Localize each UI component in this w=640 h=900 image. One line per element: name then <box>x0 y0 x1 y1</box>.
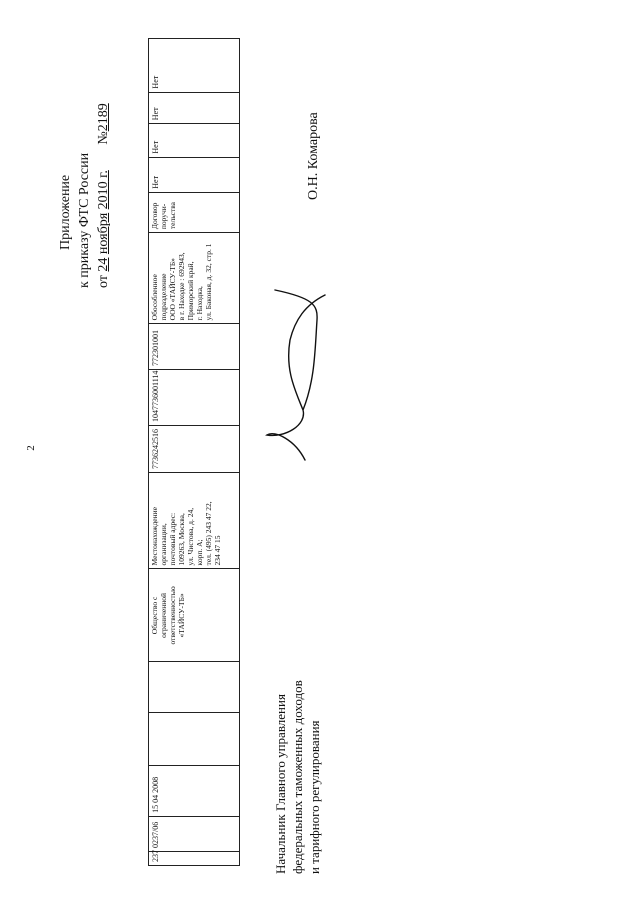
cell-ogrn: 1047736001114 <box>149 369 239 425</box>
handwritten-signature <box>255 270 335 470</box>
appendix-number: 2189 <box>96 103 111 132</box>
cell-date: 15 04 2008 <box>149 765 239 816</box>
cell-reg-number: 0237/06 <box>149 816 239 851</box>
cell-kpp: 772301001 <box>149 323 239 369</box>
appendix-title: Приложение <box>58 174 73 250</box>
cell-address: Местонахождение организации, почтовый адрес: 109263, Москва, ул. Чистова, д. 24, корп. А; тел. (495) 243 47 22, 234 47 15 <box>149 472 239 568</box>
signatory-name: О.Н. Комарова <box>306 112 321 200</box>
cell-subdivision: Обособленное подразделение ООО «ТАЙСУ-ТБ» в г. Находке : 692943, Приморский край, г. Находка, ул. Баконая, д. 32, стр. 1 <box>149 232 239 323</box>
cell-index: 237 <box>149 851 239 865</box>
cell-empty-1 <box>149 712 239 765</box>
appendix-date-month: ноября <box>96 212 111 255</box>
page-number: 2 <box>24 445 37 451</box>
cell-empty-2 <box>149 661 239 712</box>
registry-table <box>148 38 240 866</box>
signatory-title: Начальник Главного управления федеральных таможенных доходов и тарифного регулирования <box>273 680 322 874</box>
cell-guarantee: Договор поручи- тельства <box>149 192 239 232</box>
appendix-number-sign: № <box>96 131 111 145</box>
cell-org-name: Общество с ограниченной ответственностью «ТАЙСУ-ТБ» <box>149 568 239 661</box>
cell-no-1: Нет <box>149 157 239 192</box>
cell-no-4: Нет <box>151 75 160 89</box>
appendix-date-day: 24 <box>96 257 111 272</box>
appendix-order-ref: к приказу ФТС России <box>77 152 92 288</box>
appendix-date-line: от 24 ноября 2010 г. №2189 <box>96 103 111 288</box>
cell-no-2: Нет <box>149 123 239 156</box>
cell-no-3: Нет <box>149 92 239 124</box>
cell-inn: 7736242516 <box>149 425 239 472</box>
appendix-header <box>56 38 113 288</box>
appendix-date-year: 2010 <box>96 181 111 210</box>
